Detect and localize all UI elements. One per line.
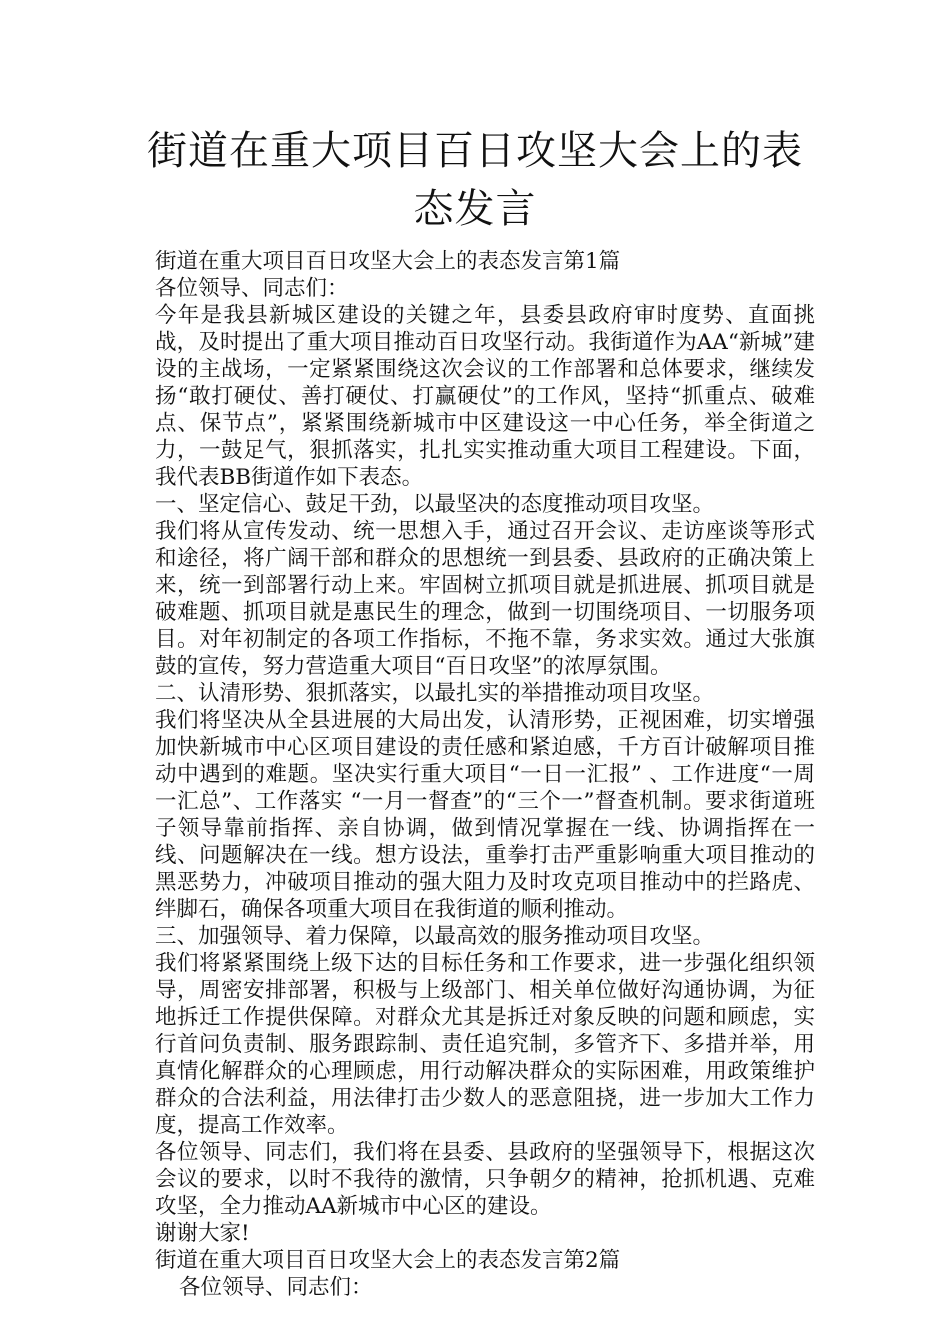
document-body — [145, 248, 815, 1301]
section-heading-1: 街道在重大项目百日攻坚大会上的表态发言第1篇 — [155, 249, 621, 274]
point-heading-1: 一、坚定信心、鼓足干劲，以最坚决的态度推动项目攻坚。 — [155, 492, 715, 517]
section-heading-2: 街道在重大项目百日攻坚大会上的表态发言第2篇 — [155, 1248, 621, 1273]
paragraph-point-3: 我们将紧紧围绕上级下达的目标任务和工作要求，进一步强化组织领导，周密安排部署，积极与上级部门、相关单位做好沟通协调，为征地拆迁工作提供保障。对群众尤其是拆迁对象反映的问题和顾虑，实行首问负责制、服务跟踪制、责任追究制，多管齐下、多措并举，用真情化解群众的心理顾虑，用行动解决群众的实际困难，用政策维护群众的合法利益，用法律打击少数人的恶意阻挠，进一步加大工作力度，提高工作效率。 — [155, 951, 815, 1138]
point-heading-2: 二、认清形势、狠抓落实，以最扎实的举措推动项目攻坚。 — [155, 681, 715, 706]
salutation: 各位领导、同志们： — [155, 276, 349, 301]
paragraph-intro: 今年是我县新城区建设的关键之年，县委县政府审时度势、直面挑战，及时提出了重大项目推动百日攻坚行动。我街道作为AA“新城”建设的主战场，一定紧紧围绕这次会议的工作部署和总体要求，继续发扬“敢打硬仗、善打硬仗、打赢硬仗”的工作风，坚持“抓重点、破难点、保节点”，紧紧围绕新城市中区建设这一中心任务，举全街道之力，一鼓足气，狠抓落实，扎扎实实推动重大项目工程建设。下面，我代表BB街道作如下表态。 — [155, 303, 815, 490]
paragraph-point-1: 我们将从宣传发动、统一思想入手，通过召开会议、走访座谈等形式和途径，将广阔干部和群众的思想统一到县委、县政府的正确决策上来，统一到部署行动上来。牢固树立抓项目就是抓进展、抓项目就是破难题、抓项目就是惠民生的理念，做到一切围绕项目、一切服务项目。对年初制定的各项工作指标，不拖不靠，务求实效。通过大张旗鼓的宣传，努力营造重大项目“百日攻坚”的浓厚氛围。 — [155, 519, 815, 679]
thanks-line: 谢谢大家! — [155, 1221, 250, 1246]
paragraph-closing: 各位领导、同志们，我们将在县委、县政府的坚强领导下，根据这次会议的要求，以时不我待的激情，只争朝夕的精神，抢抓机遇、克难攻坚，全力推动AA新城市中心区的建设。 — [155, 1140, 815, 1219]
point-heading-3: 三、加强领导、着力保障，以最高效的服务推动项目攻坚。 — [155, 924, 715, 949]
document-title: 街道在重大项目百日攻坚大会上的表态发言 — [147, 128, 803, 232]
salutation-2: 各位领导、同志们： — [179, 1275, 373, 1300]
paragraph-point-2: 我们将坚决从全县进展的大局出发，认清形势，正视困难，切实增强加快新城市中心区项目建设的责任感和紧迫感，千方百计破解项目推动中遇到的难题。坚决实行重大项目“一日一汇报” 、工作进度“一周一汇总”、工作落实 “一月一督查”的“三个一”督查机制。要求街道班子领导靠前指挥、亲自协调，做到情况掌握在一线、协调指挥在一线、问题解决在一线。想方设法，重拳打击严重影响重大项目推动的黑恶势力，冲破项目推动的强大阻力及时攻克项目推动中的拦路虎、绊脚石，确保各项重大项目在我街道的顺利推动。 — [155, 708, 815, 922]
